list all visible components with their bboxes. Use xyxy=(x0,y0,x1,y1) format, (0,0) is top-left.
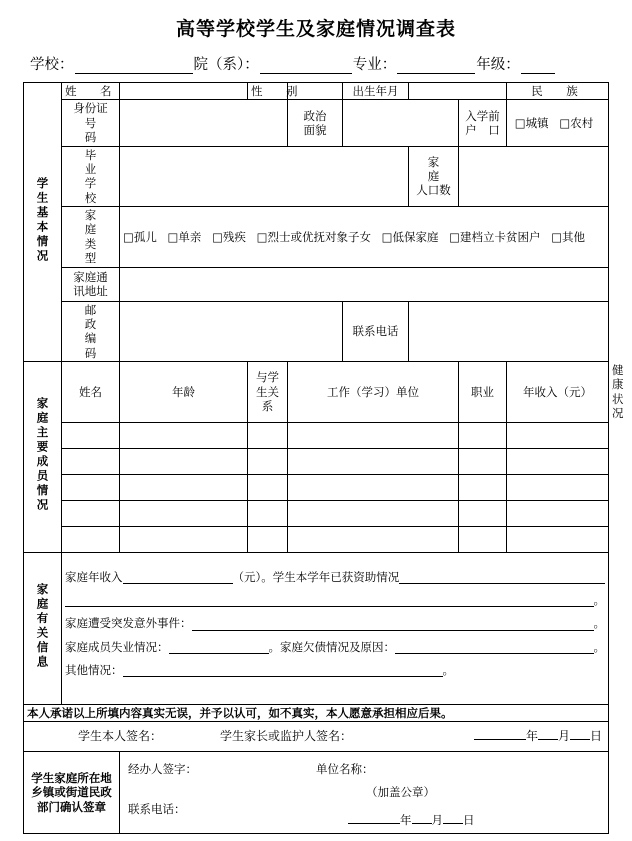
contact-phone-label: 联系电话 xyxy=(343,301,409,362)
department-label: 院（系）： xyxy=(193,57,259,73)
official-seal-label: （加盖公章） xyxy=(366,784,435,799)
member-name-5[interactable] xyxy=(62,526,120,552)
member-relation-4[interactable] xyxy=(248,500,288,526)
postal-code-value[interactable] xyxy=(120,301,343,362)
other-situation-blank[interactable] xyxy=(123,665,443,677)
grade-input-blank[interactable] xyxy=(521,60,555,74)
unit-name-label[interactable]: 单位名称： xyxy=(316,761,374,776)
checkbox-disabled[interactable]: □残疾 xyxy=(212,229,246,244)
member-workplace-5[interactable] xyxy=(288,526,459,552)
table-row: 家庭主要成员情况 姓名 年龄 与学生关系 工作（学习）单位 职业 年收入（元） 健康状况 xyxy=(24,362,609,423)
political-status-label: 政治 面貌 xyxy=(288,100,343,146)
survey-table xyxy=(23,82,624,834)
aid-received-blank-2[interactable] xyxy=(65,595,594,607)
checkbox-orphan[interactable]: □孤儿 xyxy=(123,229,157,244)
debt-period: 。 xyxy=(593,639,605,654)
member-name-2[interactable] xyxy=(62,448,120,474)
debt-blank[interactable] xyxy=(395,642,594,654)
debt-label: 。家庭欠债情况及原因： xyxy=(268,639,395,654)
section-label-members xyxy=(24,362,62,553)
col-header-relation: 与学生关系 xyxy=(248,362,288,423)
confirm-label-line-2: 乡镇或街道民政 xyxy=(31,785,112,800)
table-row xyxy=(24,751,609,833)
checkbox-martyr-child[interactable]: □烈士或优抚对象子女 xyxy=(256,229,371,244)
table-row xyxy=(24,207,609,268)
emergency-event-period: 。 xyxy=(593,616,605,631)
member-occupation-4[interactable] xyxy=(459,500,507,526)
member-name-1[interactable] xyxy=(62,422,120,448)
family-size-label: 家 庭 人口数 xyxy=(409,146,459,207)
department-input-blank[interactable] xyxy=(260,60,352,74)
member-occupation-1[interactable] xyxy=(459,422,507,448)
gender-label: 性 别 xyxy=(248,83,288,100)
member-relation-5[interactable] xyxy=(248,526,288,552)
section-label-info xyxy=(24,552,62,704)
postal-code-label: 邮 政 编 码 xyxy=(62,301,120,362)
member-name-4[interactable] xyxy=(62,500,120,526)
major-input-blank[interactable] xyxy=(397,60,475,74)
birth-value[interactable] xyxy=(409,83,507,100)
aid-received-blank[interactable] xyxy=(399,572,605,584)
confirm-year-blank[interactable] xyxy=(348,812,400,824)
id-number-value[interactable] xyxy=(120,100,288,146)
family-info-block xyxy=(62,552,609,704)
checkbox-low-income[interactable]: □低保家庭 xyxy=(381,229,439,244)
commitment-date[interactable] xyxy=(474,728,602,744)
page-title: 高等学校学生及家庭情况调查表 xyxy=(175,18,456,40)
unemployment-label: 家庭成员失业情况： xyxy=(65,639,169,654)
grade-label: 年级： xyxy=(476,57,520,73)
member-income-1[interactable] xyxy=(507,422,609,448)
confirm-month-blank[interactable] xyxy=(412,812,432,824)
annual-income-line xyxy=(65,570,605,584)
other-situation-label: 其他情况： xyxy=(65,663,123,678)
contact-phone-value[interactable] xyxy=(409,301,609,362)
commitment-year-label: 年 xyxy=(525,728,538,743)
emergency-event-blank[interactable] xyxy=(192,619,594,631)
commitment-month-label: 月 xyxy=(557,728,570,743)
member-age-4[interactable] xyxy=(120,500,248,526)
confirm-day-blank[interactable] xyxy=(443,812,463,824)
member-age-5[interactable] xyxy=(120,526,248,552)
col-header-workplace: 工作（学习）单位 xyxy=(288,362,459,423)
section-label-confirm xyxy=(24,751,120,833)
table-row xyxy=(24,474,609,500)
member-occupation-3[interactable] xyxy=(459,474,507,500)
aid-received-label: （元）。学生本学年已获资助情况 xyxy=(232,569,400,584)
confirm-label-line-1: 学生家庭所在地 xyxy=(31,770,112,785)
member-age-3[interactable] xyxy=(120,474,248,500)
member-relation-1[interactable] xyxy=(248,422,288,448)
col-header-age: 年龄 xyxy=(120,362,248,423)
col-header-occupation: 职业 xyxy=(459,362,507,423)
checkbox-single-parent[interactable]: □单亲 xyxy=(167,229,202,244)
annual-income-label: 家庭年收入 xyxy=(65,569,123,584)
aid-received-continuation-line xyxy=(65,593,605,607)
member-occupation-5[interactable] xyxy=(459,526,507,552)
other-situation-line xyxy=(65,663,605,677)
col-header-income: 年收入（元） xyxy=(507,362,609,423)
confirm-phone-label[interactable]: 联系电话： xyxy=(128,801,186,816)
table-row xyxy=(24,448,609,474)
member-workplace-1[interactable] xyxy=(288,422,459,448)
family-type-options xyxy=(120,207,609,268)
unemployment-debt-line xyxy=(65,640,605,654)
hukou-options[interactable] xyxy=(507,100,609,146)
major-label: 专业： xyxy=(352,57,397,73)
member-age-1[interactable] xyxy=(120,422,248,448)
section-label-info-text: 家庭有关信息 xyxy=(35,582,50,670)
annual-income-blank[interactable] xyxy=(123,572,233,584)
member-workplace-3[interactable] xyxy=(288,474,459,500)
signature-row-cell xyxy=(24,721,609,751)
checkbox-registered-poor[interactable]: □建档立卡贫困户 xyxy=(449,229,541,244)
emergency-event-label: 家庭遭受突发意外事件： xyxy=(65,616,192,631)
confirm-label-line-3: 部门确认签章 xyxy=(37,799,106,814)
signature-row xyxy=(24,722,608,751)
header-fields xyxy=(0,43,632,82)
section-label-student xyxy=(24,83,62,362)
handler-signature-label[interactable]: 经办人签字： xyxy=(128,761,197,776)
table-row xyxy=(24,267,609,301)
confirm-day-label: 日 xyxy=(463,812,475,827)
name-label: 姓 名 xyxy=(62,83,120,100)
student-signature-label: 学生本人签名： xyxy=(78,728,163,743)
hukou-label: 入学前 户 口 xyxy=(459,100,507,146)
unemployment-blank[interactable] xyxy=(169,642,269,654)
checkbox-hukou-urban[interactable]: □城镇 xyxy=(514,115,549,130)
table-row xyxy=(24,146,609,207)
confirm-year-label: 年 xyxy=(400,812,412,827)
table-row xyxy=(24,552,609,704)
graduated-school-label: 毕 业 学 校 xyxy=(62,146,120,207)
table-row xyxy=(24,100,609,146)
guardian-signature-label: 学生家长或监护人签名： xyxy=(220,728,353,743)
member-occupation-2[interactable] xyxy=(459,448,507,474)
ethnicity-label: 民 族 xyxy=(507,83,609,100)
member-age-2[interactable] xyxy=(120,448,248,474)
table-row xyxy=(24,301,609,362)
aid-received-period: 。 xyxy=(593,592,605,607)
school-input-blank[interactable] xyxy=(75,60,193,74)
commitment-year-blank[interactable] xyxy=(474,728,526,740)
col-header-name: 姓名 xyxy=(62,362,120,423)
checkbox-other[interactable]: □其他 xyxy=(551,229,586,244)
home-address-label: 家庭通 讯地址 xyxy=(62,267,120,301)
table-row xyxy=(24,526,609,552)
member-income-2[interactable] xyxy=(507,448,609,474)
checkbox-hukou-rural[interactable]: □农村 xyxy=(559,115,594,130)
table-row xyxy=(24,721,609,751)
birth-label: 出生年月 xyxy=(343,83,409,100)
emergency-event-line xyxy=(65,616,605,630)
member-income-4[interactable] xyxy=(507,500,609,526)
member-income-5[interactable] xyxy=(507,526,609,552)
commitment-month-blank[interactable] xyxy=(538,728,558,740)
name-value[interactable] xyxy=(120,83,248,100)
commitment-day-blank[interactable] xyxy=(570,728,590,740)
school-label: 学校： xyxy=(30,57,74,73)
graduated-school-value[interactable] xyxy=(120,146,409,207)
family-type-label: 家 庭 类 型 xyxy=(62,207,120,268)
member-relation-3[interactable] xyxy=(248,474,288,500)
commitment-day-label: 日 xyxy=(589,728,602,743)
member-income-3[interactable] xyxy=(507,474,609,500)
home-address-value[interactable] xyxy=(120,267,609,301)
table-row xyxy=(24,83,609,100)
confirm-body xyxy=(120,751,609,833)
table-row xyxy=(24,500,609,526)
member-workplace-4[interactable] xyxy=(288,500,459,526)
confirm-date[interactable] xyxy=(348,812,475,827)
table-row xyxy=(24,422,609,448)
section-label-student-text: 学生基本情况 xyxy=(35,176,50,264)
confirm-month-label: 月 xyxy=(431,812,443,827)
commitment-statement: 本人承诺以上所填内容真实无误，并予以认可，如不真实，本人愿意承担相应后果。 xyxy=(24,704,609,721)
table-row xyxy=(24,704,609,721)
member-name-3[interactable] xyxy=(62,474,120,500)
other-situation-period: 。 xyxy=(442,663,454,678)
member-relation-2[interactable] xyxy=(248,448,288,474)
section-label-members-text: 家庭主要成员情况 xyxy=(35,397,50,514)
member-workplace-2[interactable] xyxy=(288,448,459,474)
id-number-label: 身份证 号 码 xyxy=(62,100,120,146)
political-status-value[interactable] xyxy=(343,100,459,146)
family-size-value[interactable] xyxy=(459,146,609,207)
